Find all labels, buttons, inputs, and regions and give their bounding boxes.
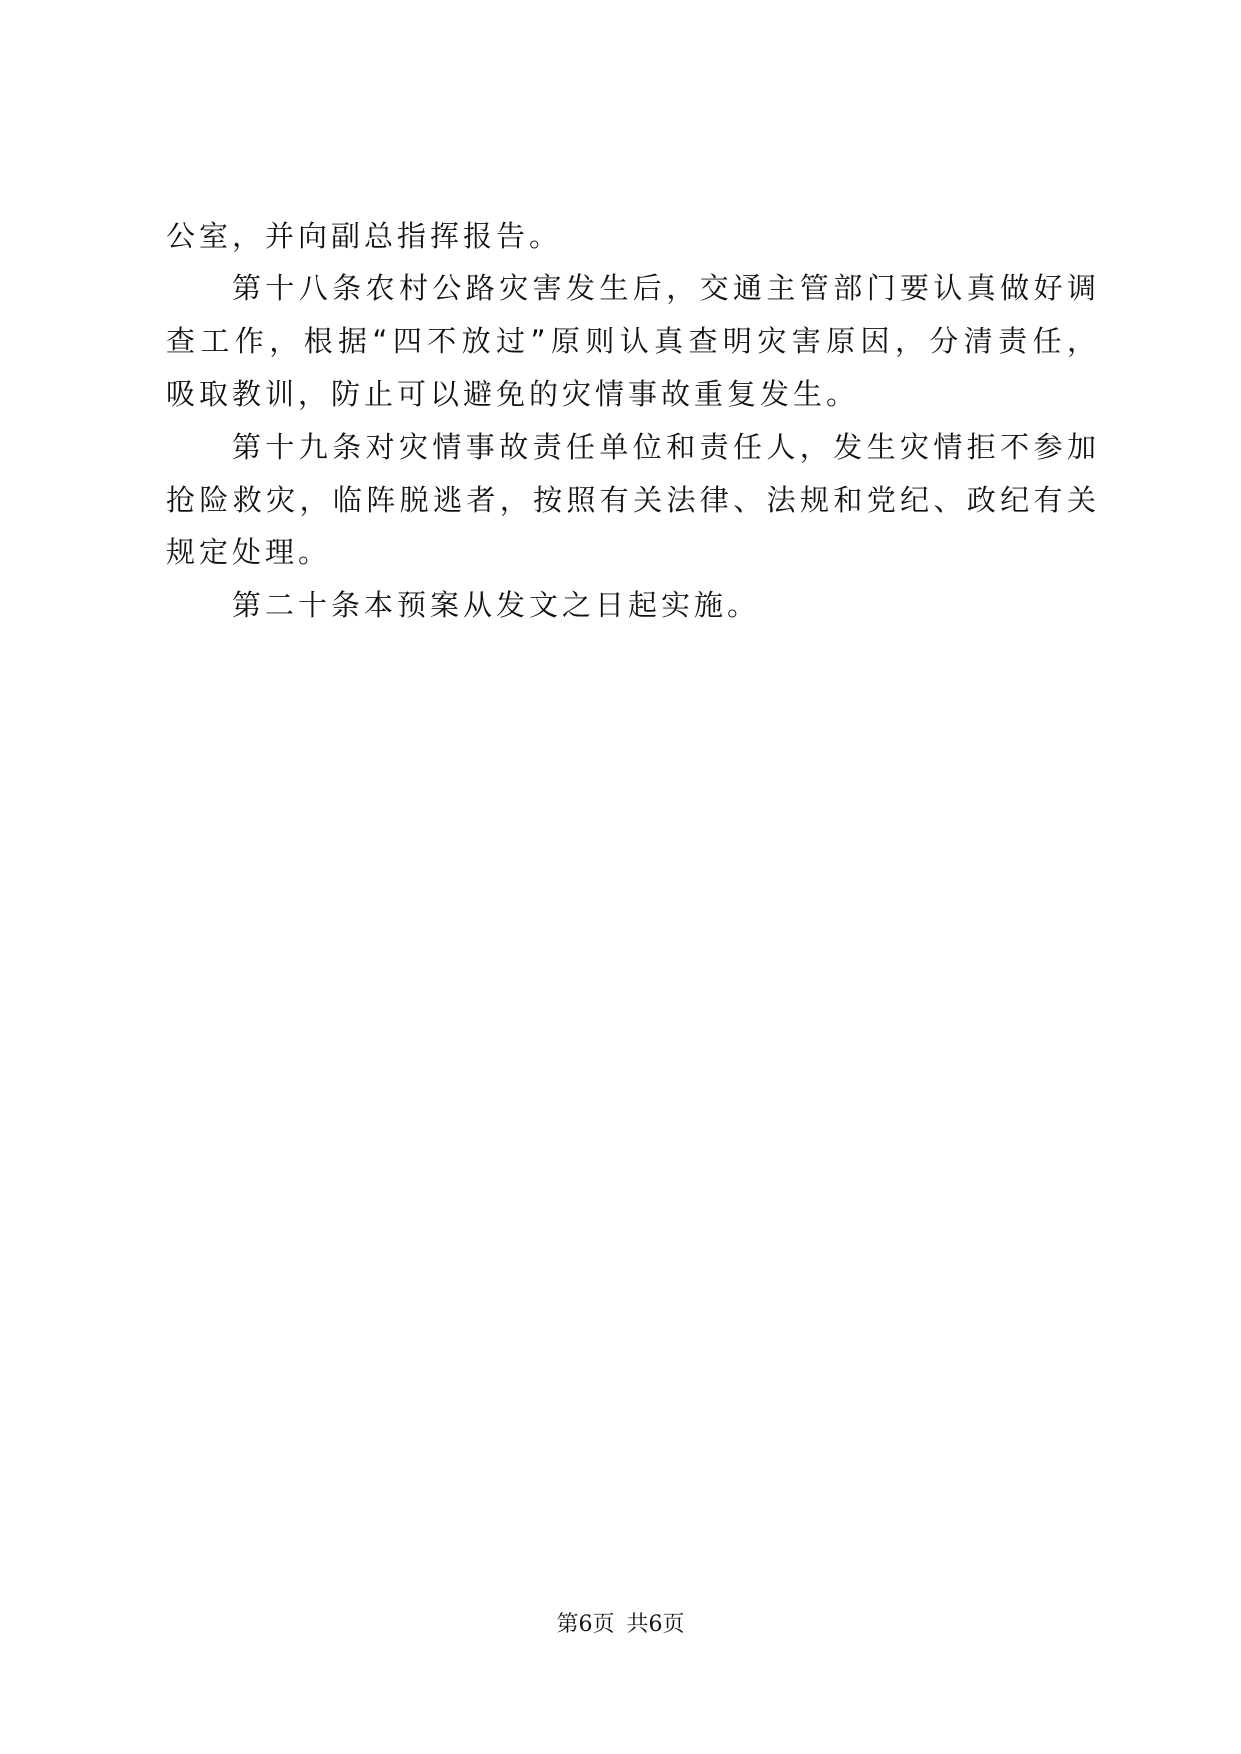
text-line-7: 规定处理。 (166, 535, 332, 569)
text-line-8: 第二十条本预案从发文之日起实施。 (232, 588, 761, 622)
page-number-total: 共6页 (626, 1612, 685, 1637)
text-line-5: 第十九条对灾情事故责任单位和责任人，发生灾情拒不参加 (232, 430, 1096, 464)
text-line-6: 抢险救灾，临阵脱逃者，按照有关法律、法规和党纪、政纪有关 (166, 483, 1096, 517)
text-line-3: 查工作，根据“四不放过”原则认真查明灾害原因，分清责任， (166, 324, 1096, 358)
text-line-1: 公室，并向副总指挥报告。 (166, 219, 563, 253)
page-footer (0, 1610, 1241, 1640)
page-number-current: 第6页 (556, 1612, 615, 1637)
text-line-2: 第十八条农村公路灾害发生后，交通主管部门要认真做好调 (232, 271, 1096, 305)
text-line-4: 吸取教训，防止可以避免的灾情事故重复发生。 (166, 377, 860, 411)
